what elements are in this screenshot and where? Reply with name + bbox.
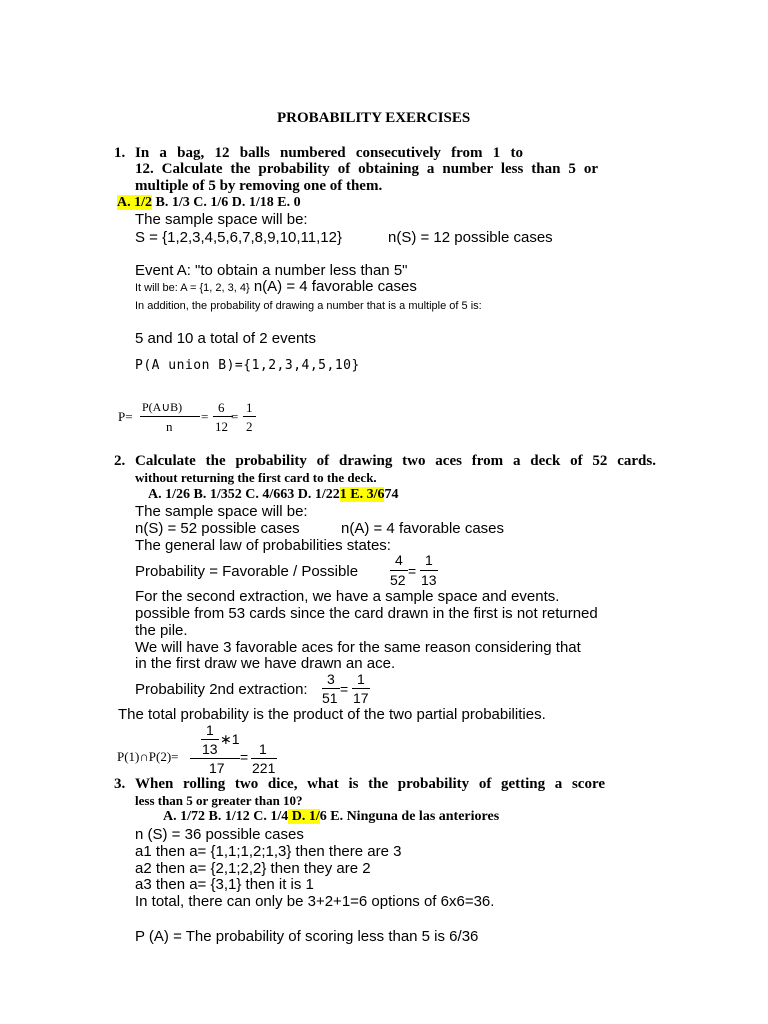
- text-line: The general law of probabilities states:: [135, 537, 391, 554]
- fraction-denominator: 52: [390, 572, 406, 588]
- text-line: a2 then a= {2,1;2,2} then they are 2: [135, 860, 371, 877]
- fraction-line: [420, 570, 438, 571]
- text-line: the pile.: [135, 622, 188, 639]
- highlighted-answer: D. 1/: [288, 809, 320, 824]
- question-number: 3.: [114, 776, 126, 792]
- sample-count: n(S) = 12 possible cases: [388, 229, 553, 246]
- answer-options: [148, 487, 398, 503]
- small-text: It will be: A = {1, 2, 3, 4}: [135, 282, 250, 294]
- fraction-numerator: 3: [327, 671, 335, 687]
- fraction-line: [201, 739, 219, 740]
- multiply-sign: ∗1: [220, 731, 240, 747]
- fraction-line: [213, 416, 233, 417]
- text-line: n(S) = 52 possible cases: [135, 520, 300, 537]
- text-line: For the second extraction, we have a sample space and events.: [135, 588, 560, 605]
- text-line: a1 then a= {1,1;1,2;1,3} then there are 3: [135, 843, 402, 860]
- fraction-denominator: 51: [322, 690, 338, 706]
- union-formula: P(A union B)={1,2,3,4,5,10}: [135, 358, 360, 373]
- sample-set: S = {1,2,3,4,5,6,7,8,9,10,11,12}: [135, 229, 342, 246]
- fraction-line: [322, 688, 340, 689]
- text-line: P (A) = The probability of scoring less than 5 is 6/36: [135, 928, 479, 945]
- equals-sign: =: [231, 409, 239, 424]
- fraction-line: [390, 570, 408, 571]
- text-line: Probability 2nd extraction:: [135, 681, 308, 698]
- fraction-denominator: 17: [353, 690, 369, 706]
- fraction-numerator: P(A∪B): [142, 400, 183, 414]
- text-line: possible from 53 cards since the card drawn in the first is not returned: [135, 605, 598, 622]
- text-line: In addition, the probability of drawing a number that is a multiple of 5 is:: [135, 300, 482, 312]
- formula-label: P=: [118, 409, 133, 424]
- answer-options-end: 74: [384, 487, 399, 502]
- fraction-denominator: 12: [215, 419, 228, 434]
- text-line: In total, there can only be 3+2+1=6 options of 6x6=36.: [135, 893, 495, 910]
- fraction-denominator: 13: [202, 741, 218, 757]
- answer-options-rest: B. 1/3 C. 1/6 D. 1/18 E. 0: [152, 195, 301, 210]
- page-title: PROBABILITY EXERCISES: [277, 110, 471, 126]
- equals-sign: =: [240, 749, 249, 765]
- fraction-numerator: 4: [395, 552, 403, 568]
- highlighted-answer: A. 1/2: [117, 195, 152, 210]
- fraction-numerator: 1: [425, 552, 433, 568]
- answer-options-end: 6 E. Ninguna de las anteriores: [319, 809, 500, 824]
- text-line: 5 and 10 a total of 2 events: [135, 330, 316, 347]
- fraction-denominator: 2: [246, 419, 253, 434]
- text-line: in the first draw we have drawn an ace.: [135, 655, 396, 672]
- fraction-denominator: n: [166, 419, 173, 434]
- fraction-numerator: 6: [218, 400, 225, 415]
- fraction-line: [243, 416, 256, 417]
- fraction-denominator: 221: [252, 760, 276, 776]
- answer-options: [163, 809, 499, 825]
- text-line: Event A: "to obtain a number less than 5": [135, 262, 408, 279]
- text-line: a3 then a= {3,1} then it is 1: [135, 876, 314, 893]
- text-line: n(A) = 4 favorable cases: [341, 520, 505, 537]
- highlighted-answer: 1 E. 3/6: [339, 487, 385, 502]
- answer-options: [117, 195, 301, 211]
- fraction-line: [190, 758, 240, 759]
- answer-options-start: A. 1/72 B. 1/12 C. 1/4: [163, 809, 289, 824]
- fraction-numerator: 1: [246, 400, 253, 415]
- formula-label: P(1)∩P(2)=: [117, 749, 179, 764]
- fraction-numerator: 1: [206, 722, 214, 738]
- fraction-line: [352, 688, 370, 689]
- fraction-numerator: 1: [259, 741, 267, 757]
- text-line: We will have 3 favorable aces for the same reason considering that: [135, 639, 581, 656]
- equals-sign: =: [201, 409, 209, 424]
- fraction-numerator: 1: [357, 671, 365, 687]
- question-number: 1.: [114, 145, 126, 161]
- question-number: 2.: [114, 453, 126, 469]
- text-line: Probability = Favorable / Possible: [135, 563, 359, 580]
- text-line: The sample space will be:: [135, 503, 308, 520]
- text-line: The sample space will be:: [135, 211, 308, 228]
- equals-sign: =: [408, 563, 417, 579]
- question-text-line: multiple of 5 by removing one of them.: [135, 178, 383, 194]
- text-line: n (S) = 36 possible cases: [135, 826, 304, 843]
- text-line: [135, 278, 417, 296]
- fraction-denominator: 17: [209, 760, 225, 776]
- question-text-line: Calculate the probability of drawing two aces from a deck of 52 cards.: [135, 453, 656, 469]
- fraction-line: [251, 758, 277, 759]
- fraction-denominator: 13: [421, 572, 437, 588]
- question-text-line: In a bag, 12 balls numbered consecutively from 1 to: [135, 145, 523, 161]
- question-text-line: 12. Calculate the probability of obtaining a number less than 5 or: [135, 161, 598, 177]
- question-text-line: When rolling two dice, what is the probability of getting a score: [135, 776, 605, 792]
- text-line: The total probability is the product of the two partial probabilities.: [118, 706, 546, 723]
- answer-options-start: A. 1/26 B. 1/352 C. 4/663 D. 1/22: [148, 487, 340, 502]
- fraction-line: [140, 416, 200, 417]
- question-text-line: less than 5 or greater than 10?: [135, 793, 303, 808]
- equals-sign: =: [340, 681, 349, 697]
- question-text-line: without returning the first card to the deck.: [135, 470, 377, 485]
- favorable-text: n(A) = 4 favorable cases: [249, 278, 417, 295]
